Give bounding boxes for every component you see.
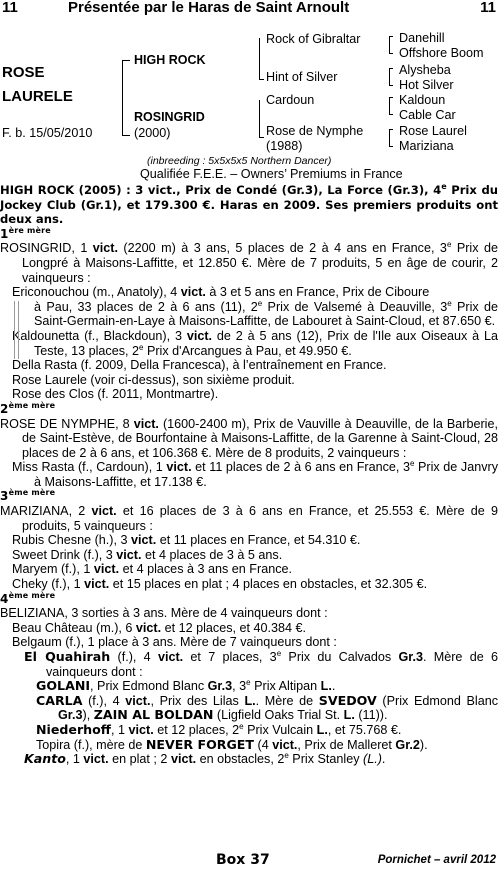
sire-summary: HIGH ROCK (2005) : 3 vict., Prix de Condé (Gr.3), La Force (Gr.3), 4e Prix du Jockey Club (Gr.1), et 179.300 €. Haras en 2009. Ses premiers produits ont deux ans.: [0, 182, 498, 227]
bracket-tick: [389, 146, 393, 147]
produce-golani: GOLANI, Prix Edmond Blanc Gr.3, 3e Prix Altipan L..: [36, 678, 336, 694]
produce-niederhoff: Niederhoff, 1 vict. et 12 places, 2e Prix Vulcain L., et 75.768 €.: [36, 721, 402, 737]
sire-name: HIGH ROCK: [134, 53, 206, 67]
bracket-tick: [389, 53, 393, 54]
second-dam-record: ROSE DE NYMPHE, 8 vict. (1600-2400 m), Prix de Vauville à Deauville, de la Barberie, de Saint-Estève, de Bourfontaine à Maisons-Laffitte, de la Garenne à Saint-Cloud, 28 places de 2 à 6 ans, et 106.368 €. Mère de 8 produits, 2 vainqueurs :: [0, 416, 498, 460]
horse-name-line1: ROSE: [2, 64, 45, 81]
inbreeding-note: (inbreeding : 5x5x5x5 Northern Dancer): [147, 155, 332, 167]
produce-carla: CARLA (f.), 4 vict., Prix des Lilas L.. Mère de SVEDOV (Prix Edmond Blanc Gr.3), ZAIN AL BOLDAN (Ligfield Oaks Trial St. L. (11)).: [36, 692, 498, 723]
produce-rubis-chesne: Rubis Chesne (h.), 3 vict. et 11 places en France, et 54.310 €.: [12, 533, 361, 548]
bracket-tick: [389, 129, 393, 130]
produce-belgaum: Belgaum (f.), 1 place à 3 ans. Mère de 7 vainqueurs dont :: [12, 635, 337, 650]
pedigree-bracket-5: [389, 68, 390, 86]
pedigree-bracket-2: [259, 38, 260, 80]
produce-block-1: [0, 285, 498, 402]
produce-kanto: Kanto, 1 vict. en plat ; 2 vict. en obstacles, 2e Prix Stanley (L.).: [24, 750, 386, 767]
produce-rose-laurele: Rose Laurele (voir ci-dessus), son sixième produit.: [12, 372, 295, 387]
margin-bar: [14, 301, 19, 359]
section-second-dam: $2^{ème mère}$: [0, 400, 56, 416]
lot-number-right: 11: [480, 0, 496, 16]
produce-miss-rasta: Miss Rasta (f., Cardoun), 1 vict. et 11 places de 2 à 6 ans en France, 3e Prix de Janvry à Maisons-Laffitte, et 17.138 €.: [12, 459, 498, 489]
bracket-tick: [389, 114, 393, 115]
consignor-title: Présentée par le Haras de Saint Arnoult: [68, 0, 350, 16]
produce-sweet-drink: Sweet Drink (f.), 3 vict. et 4 places de 3 à 5 ans.: [12, 547, 283, 562]
section-fourth-dam: $4^{ème mère}$: [0, 590, 56, 606]
dam-record: ROSINGRID, 1 vict. (2200 m) à 3 ans, 5 places de 2 à 4 ans en France, 3e Prix de Longpré à Maisons-Laffitte, et 12.850 €. Mère de 7 produits, 5 en âge de courir, 2 vainqueurs :: [0, 240, 498, 285]
ancestor-3: Alysheba: [399, 63, 451, 77]
granddam-1: Hint of Silver: [266, 70, 338, 84]
produce-della-rasta: Della Rasta (f. 2009, Della Francesca), à l’entraînement en France.: [12, 358, 387, 373]
sale-location-date: Pornichet – avril 2012: [377, 854, 496, 866]
qualification-note: Qualifiée F.E.E. – Owners’ Premiums in France: [140, 167, 403, 181]
fourth-dam-record: BELIZIANA, 3 sorties à 3 ans. Mère de 4 vainqueurs dont :: [0, 606, 328, 621]
section-third-dam: $3^{ème mère}$: [0, 488, 56, 504]
produce-maryem: Maryem (f.), 1 vict. et 4 places à 3 ans en France.: [12, 562, 292, 577]
produce-beau-chateau: Beau Château (m.), 6 vict. et 12 places, et 40.384 €.: [12, 620, 307, 635]
produce-topira: Topira (f.), mère de NEVER FORGET (4 vict., Prix de Malleret Gr.2).: [36, 736, 428, 752]
pedigree-bracket-6: [389, 97, 390, 115]
pedigree-bracket-1: [122, 60, 123, 136]
pedigree-bracket-3: [259, 100, 260, 138]
produce-el-quahirah: El Quahirah (f.), 4 vict. et 7 places, 3e Prix du Calvados Gr.3. Mère de 6 vainqueurs dont :: [24, 648, 499, 679]
box-label: Box 37: [216, 852, 270, 868]
pedigree-bracket-4: [389, 36, 390, 54]
ancestor-8: Mariziana: [399, 139, 454, 153]
section-first-dam: $1^{ère mère}$: [0, 225, 51, 241]
ancestor-6: Cable Car: [399, 108, 456, 122]
pedigree-bracket-1-bottom: [122, 135, 130, 136]
produce-cheky: Cheky (f.), 1 vict. et 15 places en plat ; 4 places en obstacles, et 32.305 €.: [12, 577, 428, 592]
dam-name: ROSINGRID: [134, 110, 205, 124]
dam-year: (2000): [134, 126, 171, 140]
bracket-tick: [389, 68, 393, 69]
bracket-tick: [389, 36, 393, 37]
third-dam-record: MARIZIANA, 2 vict. et 16 places de 3 à 6 ans en France, et 25.553 €. Mère de 9 produits, 5 vainqueurs :: [0, 504, 498, 533]
catalogue-body: [0, 183, 498, 767]
ancestor-2: Offshore Boom: [399, 46, 484, 60]
box-number: 37: [250, 852, 270, 868]
produce-kaldounetta: Kaldounetta (f., Blackdoun), 3 vict. de 2 à 5 ans (12), Prix de l'Ile aux Oiseaux à La Teste, 13 places, 2e Prix d'Arcangues à Pau, et 49.950 €.: [12, 328, 498, 358]
pedigree-bracket-2-tick: [259, 79, 264, 80]
ancestor-1: Danehill: [399, 31, 445, 45]
granddam-2: Rose de Nymphe: [266, 124, 364, 138]
produce-ericonouchou-cont: à Pau, 33 places de 2 à 6 ans (11), 2e Prix de Valsemé à Deauville, 3e Prix de Saint-Germain-en-Laye à Maisons-Laffitte, de Labouret à Saint-Cloud, et 87.650 €.: [34, 298, 498, 329]
produce-rose-des-clos: Rose des Clos (f. 2011, Montmartre).: [12, 387, 219, 402]
grandsire-1: Rock of Gibraltar: [266, 32, 361, 46]
horse-description: F. b. 15/05/2010: [2, 126, 93, 140]
granddam-2-year: (1988): [266, 139, 303, 153]
lot-number-left: 11: [2, 0, 18, 16]
ancestor-4: Hot Silver: [399, 78, 454, 92]
pedigree-bracket-3-tick: [259, 137, 264, 138]
grandsire-2: Cardoun: [266, 93, 315, 107]
ancestor-5: Kaldoun: [399, 93, 446, 107]
page-header: [0, 0, 500, 18]
bracket-tick: [389, 97, 393, 98]
bracket-tick: [389, 85, 393, 86]
produce-ericonouchou: Ericonouchou (m., Anatoly), 4 vict. à 3 et 5 ans en France, Prix de Ciboure: [12, 285, 430, 300]
horse-name-line2: LAURELE: [2, 88, 73, 105]
ancestor-7: Rose Laurel: [399, 124, 467, 138]
pedigree-bracket-7: [389, 129, 390, 147]
pedigree-bracket-1-top: [122, 60, 130, 61]
